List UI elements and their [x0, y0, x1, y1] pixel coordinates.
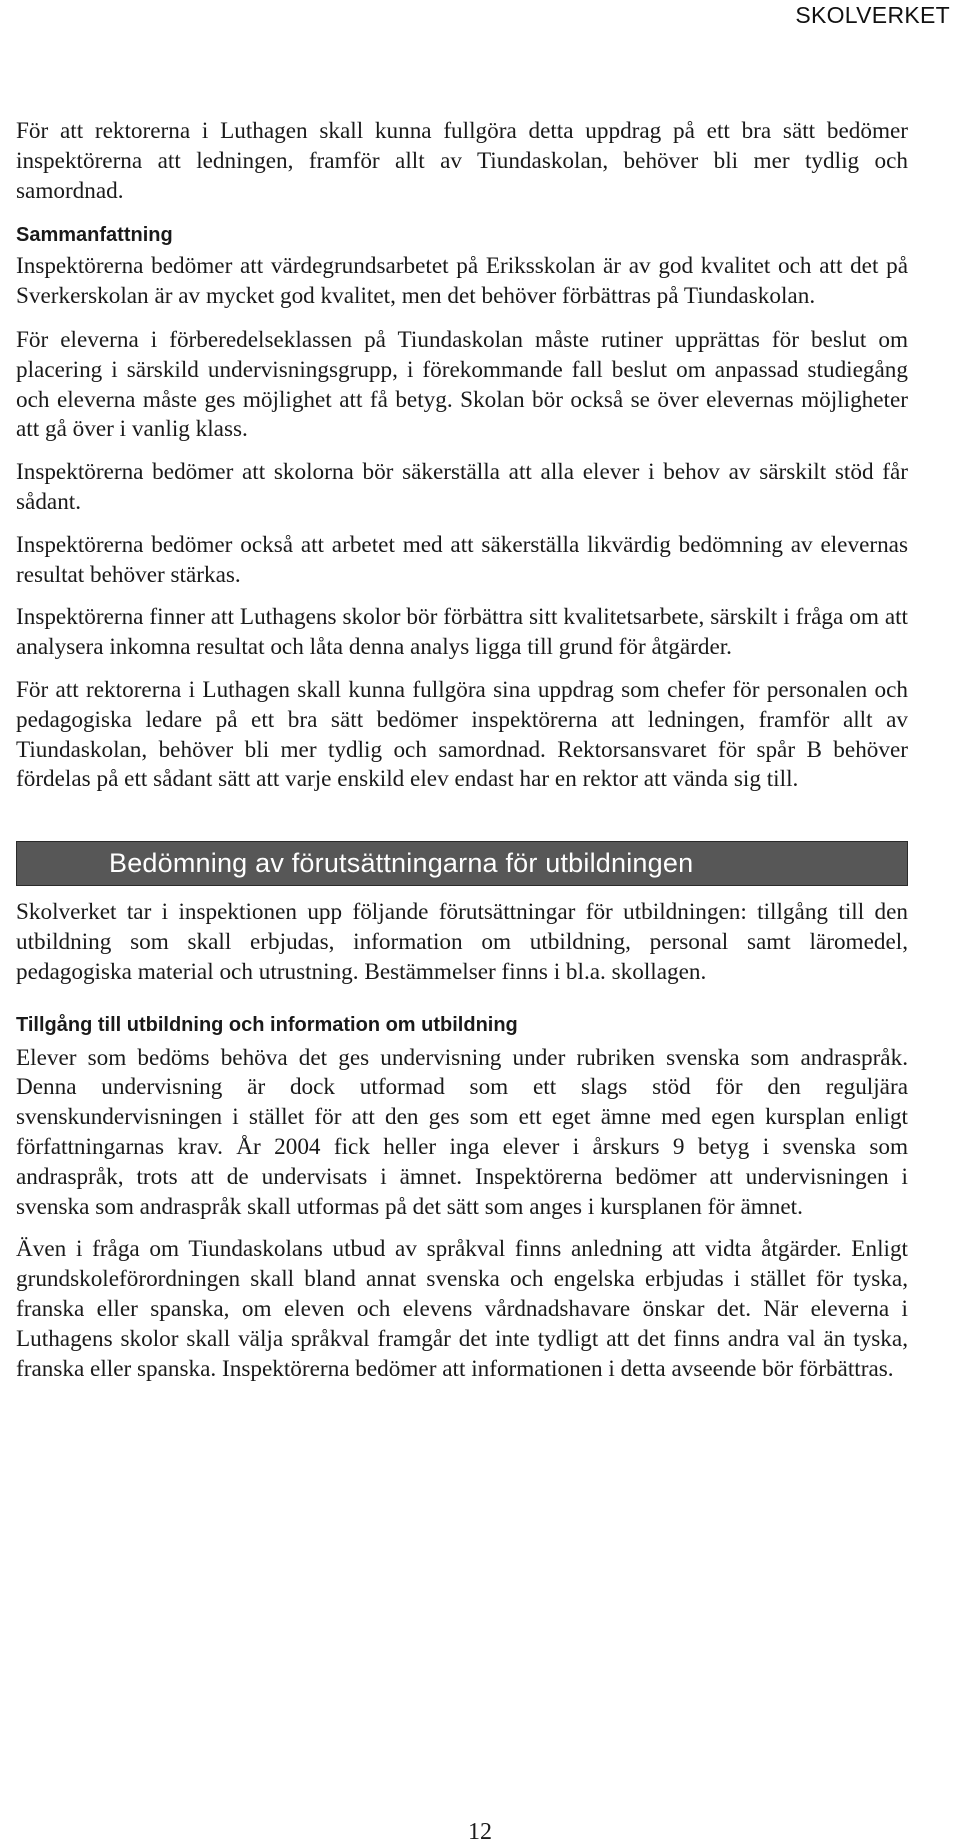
- paragraph-special-support: Inspektörerna bedömer att skolorna bör säkerställa att alla elever i behov av särskilt stöd får sådant.: [16, 459, 908, 515]
- document-body: [16, 117, 908, 1384]
- section-intro: Skolverket tar i inspektionen upp följande förutsättningar för utbildningen: tillgång till den utbildning som skall erbjudas, information om utbildning, personal samt läromedel, pedagogiska material och utrustning. Bestämmelser finns i bl.a. skollagen.: [16, 899, 908, 985]
- paragraph-equal-assessment: Inspektörerna bedömer också att arbetet med att säkerställa likvärdig bedömning av elevernas resultat behöver stärkas.: [16, 531, 908, 588]
- paragraph-preparatory-class: För eleverna i förberedelseklassen på Tiundaskolan måste rutiner upprättas för beslut om placering i särskild undervisningsgrupp, i förekommande fall beslut om anpassad studiegång och eleverna måste ges möjlighet att få betyg. Skolan bör också se över elevernas möjligheter att gå över i vanlig klass.: [16, 326, 908, 443]
- section-title: Bedömning av förutsättningarna för utbildningen: [109, 848, 694, 879]
- paragraph-swedish-second-language: Elever som bedöms behöva det ges undervisning under rubriken svenska som andraspråk. Denna undervisning är dock utformad som ett slags stöd för den reguljära svenskundervisningen i stället för att den ges som ett eget ämne med egen kursplan enligt författningarnas krav. År 2004 fick heller inga elever i årskurs 9 betyg i svenska som andraspråk, trots att de undervisats i ämnet. Inspektörerna bedömer att undervisningen i svenska som andraspråk skall utformas på det sätt som anges i kursplanen för ämnet.: [16, 1044, 908, 1220]
- subsection-heading: Tillgång till utbildning och information om utbildning: [16, 1013, 518, 1036]
- summary-heading: Sammanfattning: [16, 224, 173, 247]
- paragraph-language-choice: Även i fråga om Tiundaskolans utbud av språkval finns anledning att vidta åtgärder. Enligt grundskoleförordningen skall bland annat svenska och engelska erbjudas i stället för tyska, franska eller spanska, om eleven och elevens vårdnadshavare önskar det. När eleverna i Luthagens skolor skall välja språkval framgår det inte tydligt att det finns andra val än tyska, franska eller spanska. Inspektörerna bedömer att informationen i detta avseende bör förbättras.: [16, 1236, 908, 1382]
- header-organization: SKOLVERKET: [795, 2, 950, 28]
- paragraph-quality-work: Inspektörerna finner att Luthagens skolor bör förbättra sitt kvalitetsarbete, särskilt i fråga om att analysera inkomna resultat och låta denna analys ligga till grund för åtgärder.: [16, 604, 908, 661]
- section-heading-band: [16, 841, 908, 886]
- paragraph-values-work: Inspektörerna bedömer att värdegrundsarbetet på Eriksskolan är av god kvalitet och att det på Sverkerskolan är av mycket god kvalitet, men det behöver förbättras på Tiundaskolan.: [16, 253, 908, 310]
- paragraph-leadership: För att rektorerna i Luthagen skall kunna fullgöra detta uppdrag på ett bra sätt bedömer inspektörerna att ledningen, framför allt av Tiundaskolan, behöver bli mer tydlig och samordnad.: [16, 118, 908, 204]
- paragraph-principals: För att rektorerna i Luthagen skall kunna fullgöra sina uppdrag som chefer för personalen och pedagogiska ledare på ett bra sätt bedömer inspektörerna att ledningen, framför allt av Tiundaskolan, behöver bli mer tydlig och samordnad. Rektorsansvaret för spår B behöver fördelas på ett sådant sätt att varje enskild elev endast har en rektor att vända sig till.: [16, 676, 908, 793]
- page-number: 12: [468, 1819, 492, 1845]
